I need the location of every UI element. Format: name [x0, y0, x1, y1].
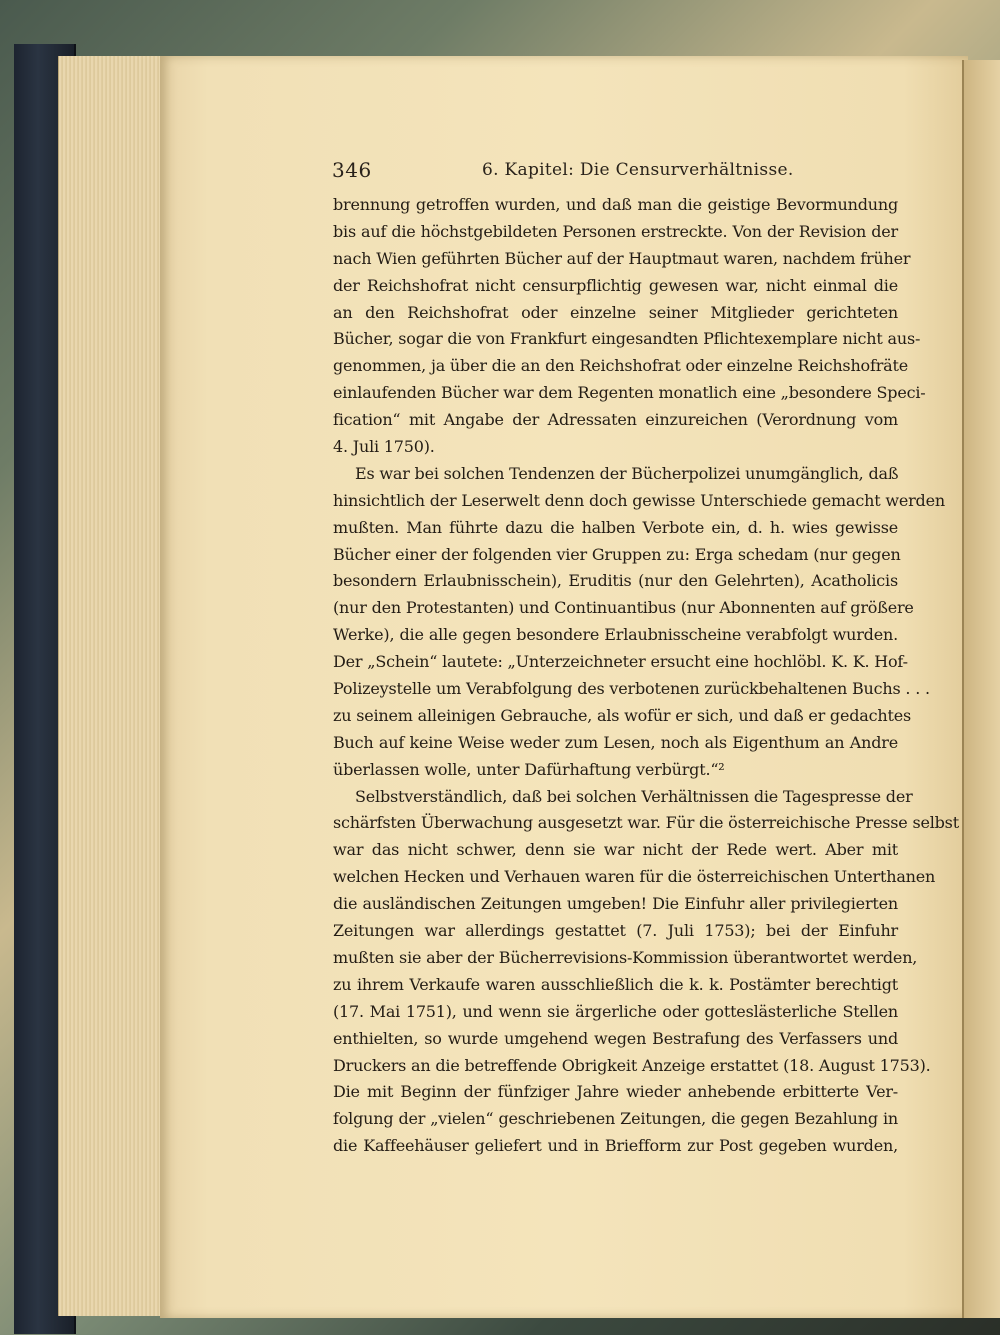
text-line: Bücher einer der folgenden vier Gruppen zu: Erga schedam (nur gegen [333, 544, 901, 564]
text-line: fication“ mit Angabe der Adressaten einzureichen (Verordnung vom [333, 410, 898, 430]
text-line: nach Wien geführten Bücher auf der Hauptmaut waren, nachdem früher [333, 248, 911, 268]
text-line: besondern Erlaubnisschein), Eruditis (nur den Gelehrten), Acatholicis [333, 571, 898, 591]
text-line: Die mit Beginn der fünfziger Jahre wieder anhebende erbitterte Ver- [333, 1082, 898, 1102]
text-line: (nur den Protestanten) und Continuantibus (nur Abonnenten auf größere [333, 598, 914, 618]
text-line: Polizeystelle um Verabfolgung des verbotenen zurückbehaltenen Buchs . . . [333, 679, 930, 699]
text-line: zu seinem alleinigen Gebrauche, als wofür er sich, und daß er gedachtes [333, 705, 911, 725]
text-line: enthielten, so wurde umgehend wegen Bestrafung des Verfassers und [333, 1028, 898, 1048]
text-line: genommen, ja über die an den Reichshofrat oder einzelne Reichshofräte [333, 356, 908, 376]
text-line: die Kaffeehäuser geliefert und in Briefform zur Post gegeben wurden, [333, 1136, 898, 1156]
text-line: der Reichshofrat nicht censurpflichtig gewesen war, nicht einmal die [333, 275, 898, 295]
text-line: Druckers an die betreffende Obrigkeit Anzeige erstattet (18. August 1753). [333, 1055, 931, 1075]
text-line: Buch auf keine Weise weder zum Lesen, noch als Eigenthum an Andre [333, 732, 898, 752]
text-line: überlassen wolle, unter Dafürhaftung verbürgt.“² [333, 759, 725, 779]
text-line: (17. Mai 1751), und wenn sie ärgerliche oder gotteslästerliche Stellen [333, 1001, 898, 1021]
text-line: welchen Hecken und Verhauen waren für die österreichischen Unterthanen [333, 867, 936, 887]
text-line: brennung getroffen wurden, und daß man die geistige Bevormundung [333, 195, 898, 214]
text-line: Selbstverständlich, daß bei solchen Verhältnissen die Tagespresse der [355, 786, 913, 806]
text-line: mußten. Man führte dazu die halben Verbote ein, d. h. wies gewisse [333, 517, 898, 537]
text-line: hinsichtlich der Leserwelt denn doch gewisse Unterschiede gemacht werden [333, 490, 945, 510]
text-line: folgung der „vielen“ geschriebenen Zeitungen, die gegen Bezahlung in [333, 1109, 898, 1129]
text-line: war das nicht schwer, denn sie war nicht der Rede wert. Aber mit [333, 840, 898, 860]
text-line: die ausländischen Zeitungen umgeben! Die Einfuhr aller privilegierten [333, 894, 898, 914]
text-line: einlaufenden Bücher war dem Regenten monatlich eine „besondere Speci- [333, 383, 926, 403]
text-line: Zeitungen war allerdings gestattet (7. Juli 1753); bei der Einfuhr [333, 921, 898, 941]
text-line: Bücher, sogar die von Frankfurt eingesandten Pflichtexemplare nicht aus- [333, 329, 921, 349]
text-line: bis auf die höchstgebildeten Personen erstreckte. Von der Revision der [333, 221, 898, 241]
text-line: 4. Juli 1750). [333, 437, 435, 457]
page-header [330, 156, 890, 186]
running-title: 6. Kapitel: Die Censurverhältnisse. [482, 160, 794, 180]
page-edges [58, 56, 163, 1316]
text-line: zu ihrem Verkaufe waren ausschließlich die k. k. Postämter berechtigt [333, 974, 898, 994]
text-line: schärfsten Überwachung ausgesetzt war. Für die österreichische Presse selbst [333, 813, 959, 833]
text-line: mußten sie aber der Bücherrevisions-Kommission überantwortet werden, [333, 947, 918, 967]
text-line: an den Reichshofrat oder einzelne seiner Mitglieder gerichteten [333, 302, 898, 322]
body-text [333, 192, 959, 1160]
text-line: Es war bei solchen Tendenzen der Bücherpolizei unumgänglich, daß [355, 463, 899, 483]
page-number: 346 [332, 158, 372, 182]
text-line: Der „Schein“ lautete: „Unterzeichneter ersucht eine hochlöbl. K. K. Hof- [333, 652, 908, 672]
text-line: Werke), die alle gegen besondere Erlaubnisscheine verabfolgt wurden. [333, 625, 898, 645]
next-page-edge [962, 60, 1000, 1318]
